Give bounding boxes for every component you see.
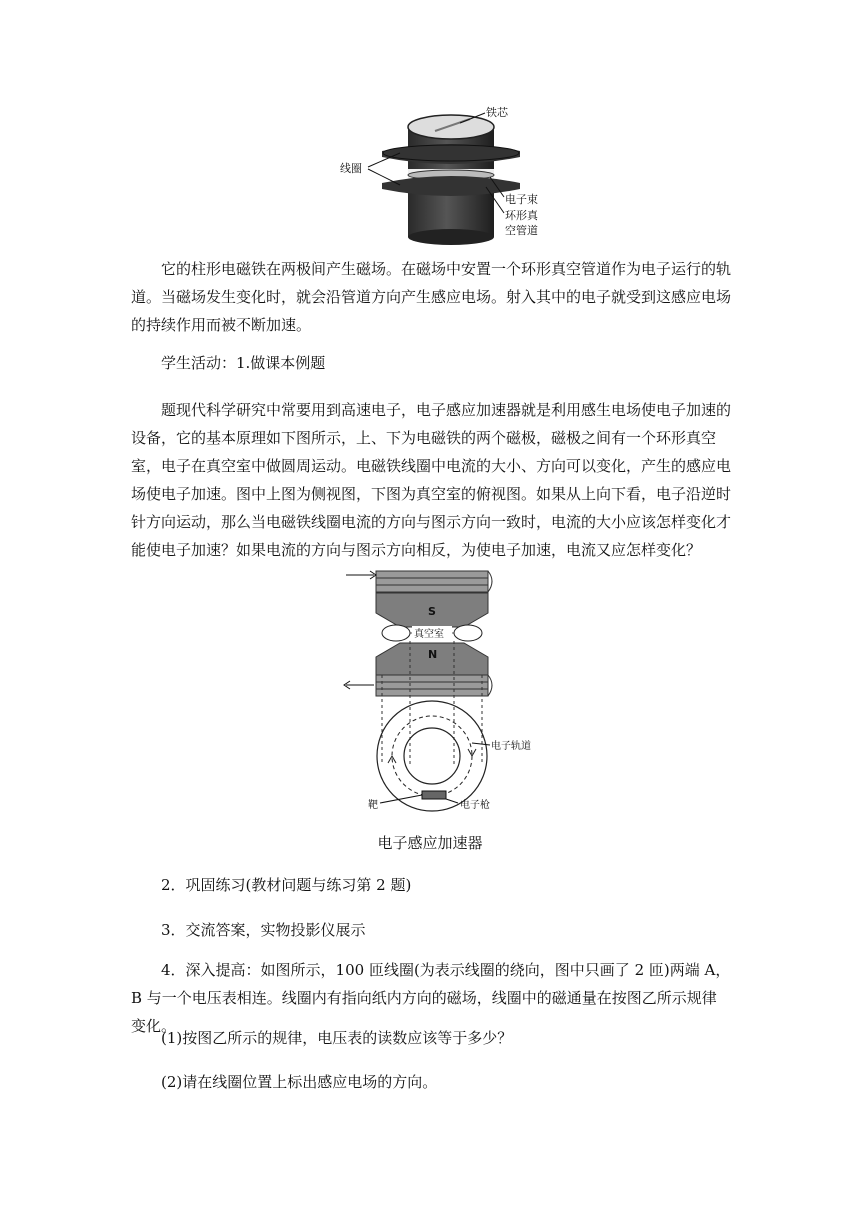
paragraph-2: 题现代科学研究中常要用到高速电子，电子感应加速器就是利用感生电场使电子加速的设备，它的基本原理如下图所示，上、下为电磁铁的两个磁极，磁极之间有一个环形真空室，电子在真空室中做圆周运动。电磁铁线圈中电流的大小、方向可以变化，产生的感应电场使电子加速。图中上图为侧视图，下图为真空室的俯视图。如果从上向下看，电子沿逆时针方向运动，那么当电磁铁线圈电流的方向与图示方向一致时，电流的大小应该怎样变化才能使电子加速？如果电流的方向与图示方向相反，为使电子加速，电流又应怎样变化？ xyxy=(131,401,732,559)
item-4: 4．深入提高：如图所示，100 匝线圈(为表示线圈的绕向，图中只画了 2 匝)两端 A，B 与一个电压表相连。线圈内有指向纸内方向的磁场，线圈中的磁通量在按图乙所示规律变化。 xyxy=(131,961,731,1035)
coil-label: 线圈 xyxy=(340,162,362,175)
vacuum-chamber-label: 真空室 xyxy=(414,629,444,640)
activity-line: 学生活动：1.做课本例题 xyxy=(161,354,326,372)
s-pole-label: S xyxy=(428,605,436,618)
electromagnet-figure xyxy=(330,95,560,245)
orbit-label: 电子轨道 xyxy=(491,741,531,752)
n-pole-label: N xyxy=(428,648,438,661)
figure-caption: 电子感应加速器 xyxy=(377,834,483,852)
betatron-figure xyxy=(340,565,560,815)
item-3: 3．交流答案，实物投影仪展示 xyxy=(161,921,366,939)
question-1: (1)按图乙所示的规律，电压表的读数应该等于多少？ xyxy=(161,1029,513,1047)
tube-label-2: 空管道 xyxy=(505,224,538,237)
question-2: (2)请在线圈位置上标出感应电场的方向。 xyxy=(161,1073,438,1091)
beam-label: 电子束 xyxy=(505,193,538,206)
core-label: 铁芯 xyxy=(486,106,508,119)
item-2: 2．巩固练习(教材问题与练习第 2 题) xyxy=(161,876,412,894)
gun-label: 电子枪 xyxy=(460,800,490,811)
target-label: 靶 xyxy=(368,800,378,811)
tube-label-1: 环形真 xyxy=(505,209,538,222)
paragraph-1: 它的柱形电磁铁在两极间产生磁场。在磁场中安置一个环形真空管道作为电子运行的轨道。当磁场发生变化时，就会沿管道方向产生感应电场。射入其中的电子就受到这感应电场的持续作用而被不断加速。 xyxy=(131,260,732,334)
